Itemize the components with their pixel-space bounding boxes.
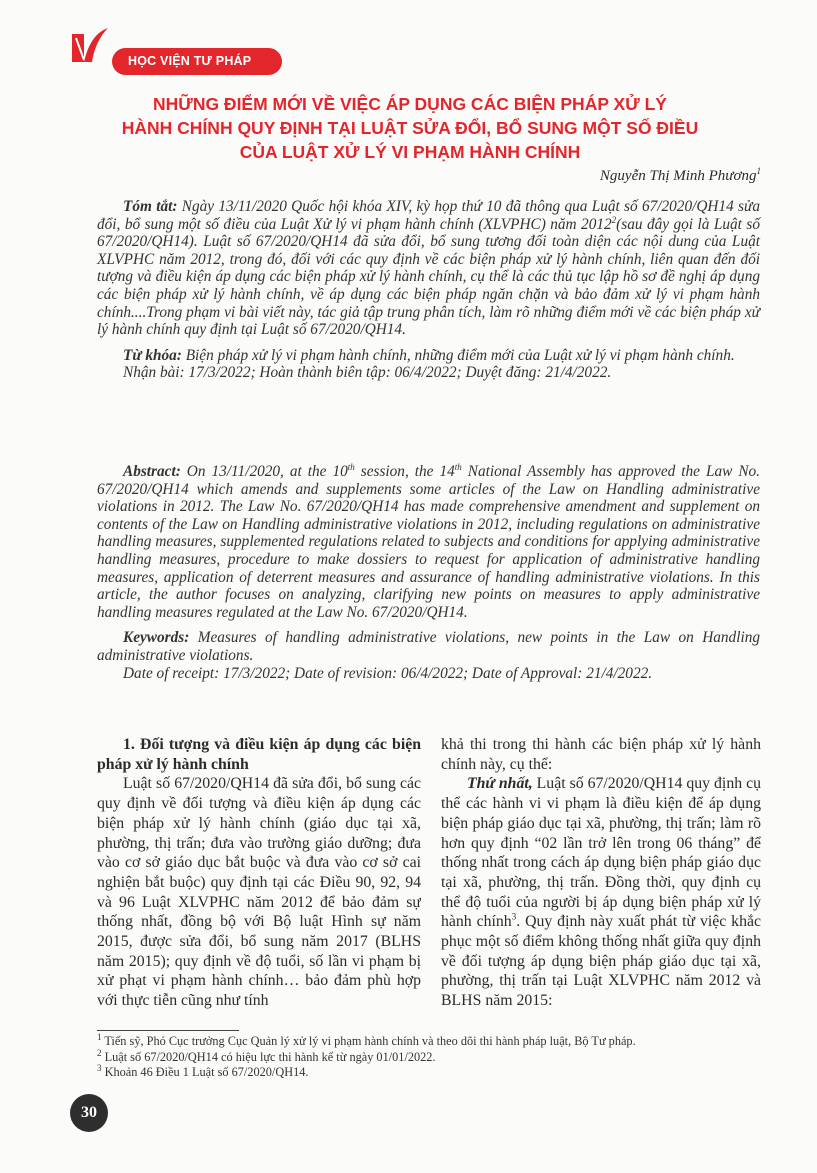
- abstract-text: National Assembly has approved the Law No. 67/2020/QH14 which amends and supplements some articles of the Law on Handling administrative violations in 2012. The Law No. 67/2020/QH14 has made comprehensive amendment and supplement on contents of the Law on Handling administrative violations in 2012, including regulations on administrative handling measures, supplemented regulations related to subjects and conditions for applying administrative handling measures, procedure to make dossiers to request for application of administrative handling measures, application of deterrent measures and assurance of handling administrative violations. In this article, the author focuses on analyzing, clarifying new points on measures to apply administrative handling measures regulated at the Law No. 67/2020/QH14.: [97, 463, 760, 621]
- body-paragraph-continued: khả thi trong thi hành các biện pháp xử lý hành chính này, cụ thể:: [441, 736, 761, 773]
- summary-text: Ngày 13/11/2020 Quốc hội khóa XIV, kỳ họp thứ 10 đã thông qua Luật số 67/2020/QH14 sửa đổi, bổ sung một số điều của Luật Xử lý vi phạm hành chính (XLVPHC) năm 2012: [97, 198, 760, 233]
- keywords-text: Measures of handling administrative violations, new points in the Law on Handling administrative violations.: [97, 629, 760, 664]
- keywords-text: Biện pháp xử lý vi phạm hành chính, những điểm mới của Luật xử lý vi phạm hành chính.: [181, 346, 735, 364]
- abstract-text: On 13/11/2020, at the 10: [180, 463, 348, 480]
- journal-logo-icon: [70, 24, 110, 64]
- article-title: [60, 92, 760, 164]
- body-text: Luật số 67/2020/QH14 quy định cụ thể các hành vi vi phạm là điều kiện để áp dụng biện pháp giáo dục tại xã, phường, thị trấn; làm rõ hơn quy định “02 lần trở lên trong 06 tháng” để thống nhất trong cách áp dụng biện pháp giáo dục tại xã, phường, thị trấn. Đồng thời, quy định cụ thể độ tuổi của người bị áp dụng biện pháp xử lý hành chính: [441, 775, 761, 931]
- author-name: Nguyễn Thị Minh Phương: [599, 168, 757, 184]
- footnotes: [97, 1031, 767, 1081]
- footnote: [97, 1031, 767, 1050]
- footnote-number: 1: [97, 1031, 102, 1042]
- body-column-right: [441, 735, 761, 1011]
- emphasis-lead: Thứ nhất,: [467, 775, 533, 793]
- summary-paragraph: [97, 198, 760, 339]
- keywords-label: Keywords:: [123, 629, 190, 647]
- keywords-paragraph: [97, 347, 760, 365]
- abstract-text: session, the 14: [354, 463, 455, 480]
- title-line: CỦA LUẬT XỬ LÝ VI PHẠM HÀNH CHÍNH: [239, 142, 581, 162]
- article-dates: Date of receipt: 17/3/2022; Date of revision: 06/4/2022; Date of Approval: 21/4/2022.: [123, 664, 653, 682]
- footnote-number: 3: [97, 1062, 102, 1073]
- footnote-divider: [97, 1030, 239, 1031]
- abstract-label: Abstract:: [123, 463, 181, 480]
- summary-vietnamese: [97, 198, 760, 382]
- section-heading: 1. Đối tượng và điều kiện áp dụng các biện pháp xử lý hành chính: [97, 736, 421, 773]
- section-badge: HỌC VIỆN TƯ PHÁP: [112, 48, 282, 75]
- page-number: 30: [70, 1094, 108, 1132]
- footnote: [97, 1047, 767, 1066]
- footnote: [97, 1062, 767, 1081]
- footnote-ref: 3: [511, 912, 517, 923]
- summary-english: [97, 463, 760, 682]
- body-paragraph: [441, 774, 761, 1010]
- footnote-number: 2: [97, 1047, 102, 1058]
- keywords-label: Từ khóa:: [123, 346, 182, 364]
- summary-label: Tóm tắt:: [123, 198, 178, 215]
- abstract-paragraph: [97, 463, 760, 621]
- body-text: . Quy định này xuất phát từ việc khắc phục một số điểm không thống nhất giữa quy định về đối tượng áp dụng biện pháp giáo dục tại xã, phường, thị trấn tại Luật XLVPHC năm 2012 và BLHS năm 2015:: [441, 913, 761, 1010]
- footnote-ref: 1: [756, 166, 761, 176]
- keywords-paragraph: [97, 629, 760, 664]
- footnote-text: Luật số 67/2020/QH14 có hiệu lực thi hành kể từ ngày 01/01/2022.: [101, 1049, 436, 1064]
- body-paragraph: Luật số 67/2020/QH14 đã sửa đổi, bổ sung các quy định về đối tượng và điều kiện áp dụng các biện pháp xử lý hành chính (giáo dục tại xã, phường, thị trấn; đưa vào trường giáo dưỡng; đưa vào cơ sở giáo dục bắt buộc và đưa vào cơ sở cai nghiện bắt buộc) quy định tại các Điều 90, 92, 94 và 96 Luật XLVPHC năm 2012 để bảo đảm sự thống nhất, đồng bộ với Bộ luật Hình sự năm 2015, được sửa đổi, bổ sung năm 2017 (BLHS năm 2015); quy định về độ tuổi, số lần vi phạm bị xử phạt vi phạm hành chính… bảo đảm phù hợp với thực tiễn cũng như tính: [97, 775, 421, 1010]
- summary-text: (sau đây gọi là Luật số 67/2020/QH14). Luật số 67/2020/QH14 đã sửa đổi, bổ sung tương đối toàn diện các nội dung của Luật XLVPHC năm 2012, trong đó, đối với các quy định về các biện pháp xử lý hành chính, liên quan đến đối tượng và điều kiện áp dụng các biện pháp xử lý hành chính, cụ thể là các thủ tục lập hồ sơ đề nghị áp dụng các biện pháp xử lý hành chính, về áp dụng các biện pháp ngăn chặn và bảo đảm xử lý vi phạm hành chính....Trong phạm vi bài viết này, tác giả tập trung phân tích, làm rõ những điểm mới về các biện pháp xử lý hành chính quy định tại Luật số 67/2020/QH14.: [97, 215, 760, 339]
- article-dates: Nhận bài: 17/3/2022; Hoàn thành biên tập: 06/4/2022; Duyệt đăng: 21/4/2022.: [123, 364, 612, 382]
- footnote-text: Tiến sỹ, Phó Cục trưởng Cục Quản lý xử lý vi phạm hành chính và theo dõi thi hành pháp luật, Bộ Tư pháp.: [101, 1034, 636, 1048]
- superscript: th: [347, 461, 355, 472]
- superscript: th: [454, 461, 462, 472]
- title-line: NHỮNG ĐIỂM MỚI VỀ VIỆC ÁP DỤNG CÁC BIỆN PHÁP XỬ LÝ: [153, 94, 667, 114]
- body-column-left: [97, 735, 421, 1027]
- footnote-text: Khoản 46 Điều 1 Luật số 67/2020/QH14.: [101, 1065, 309, 1079]
- title-line: HÀNH CHÍNH QUY ĐỊNH TẠI LUẬT SỬA ĐỔI, BỔ SUNG MỘT SỐ ĐIỀU: [121, 118, 699, 138]
- footnote-ref: 2: [611, 214, 617, 225]
- author: [600, 168, 761, 185]
